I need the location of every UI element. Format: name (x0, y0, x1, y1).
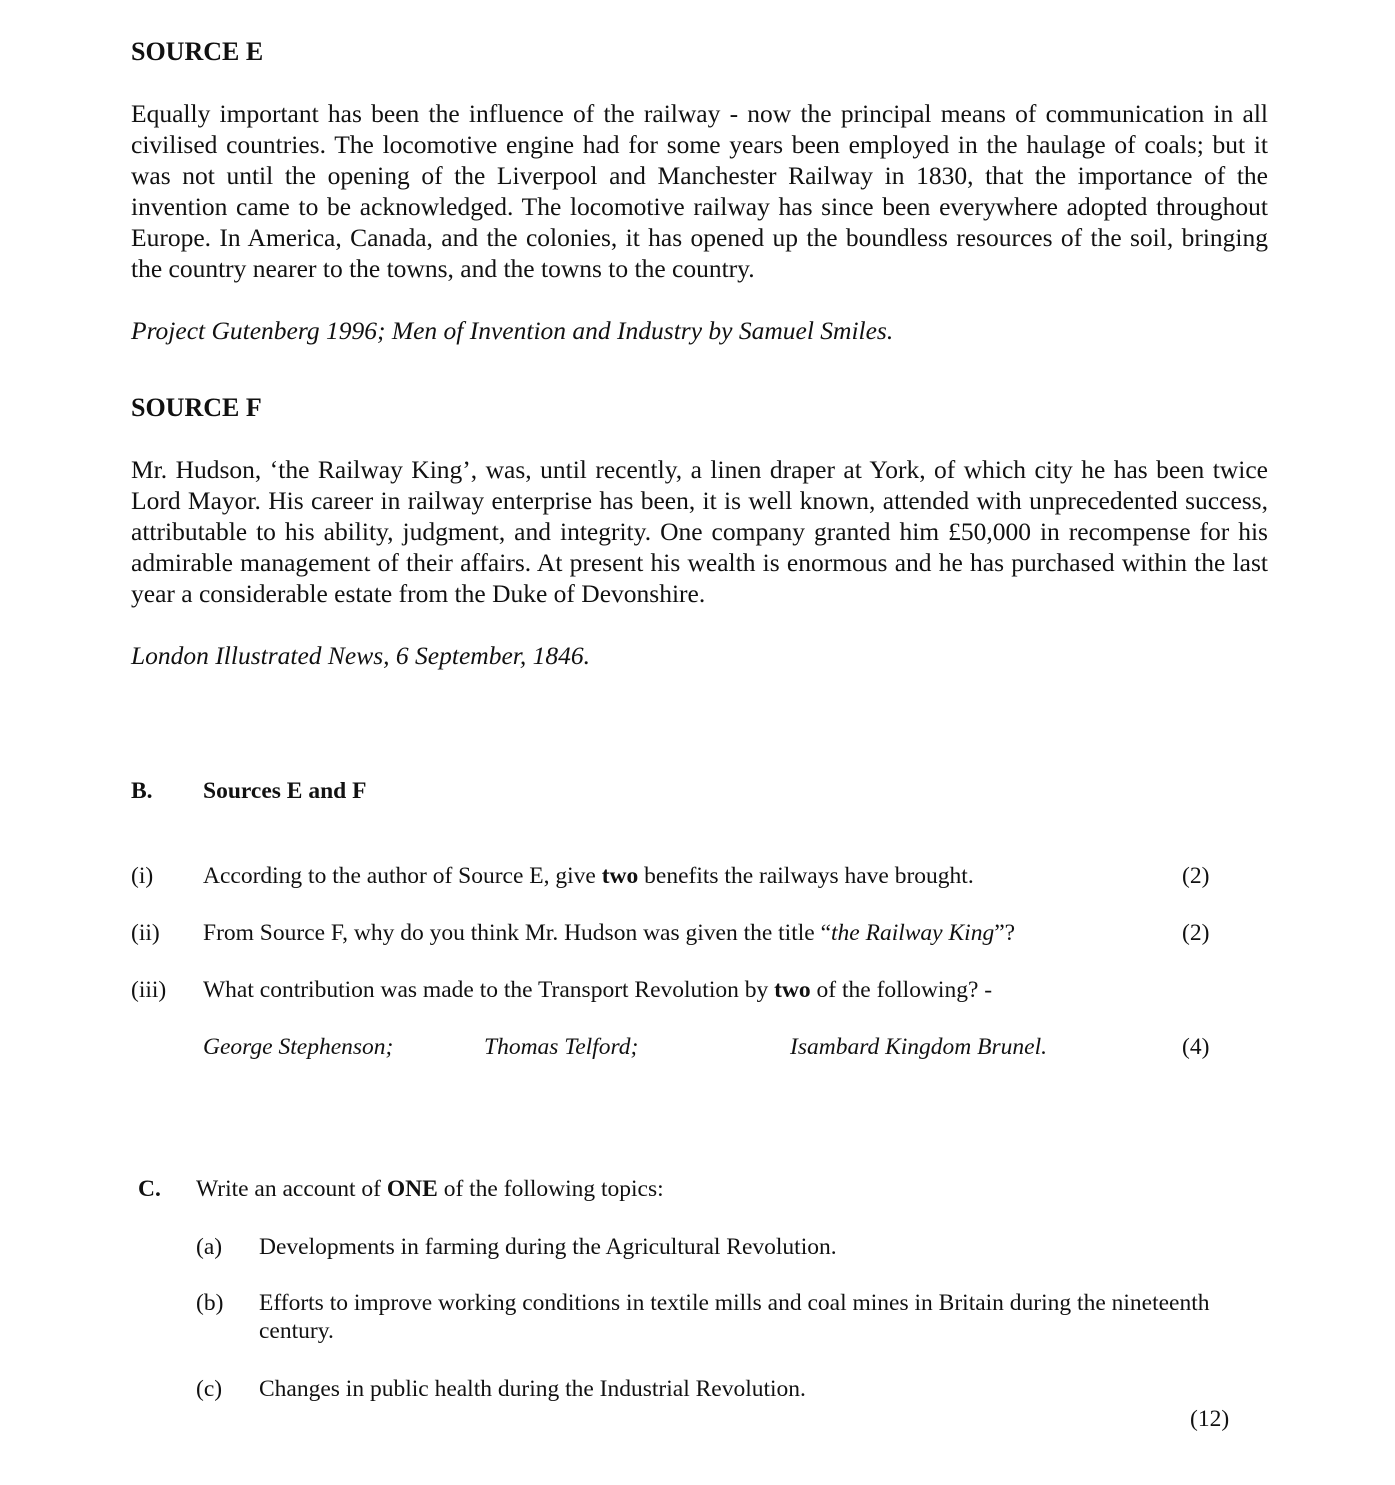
emphasis-text: ONE (386, 1176, 438, 1202)
source-f-citation: London Illustrated News, 6 September, 1846. (131, 641, 590, 670)
source-e-heading: SOURCE E (131, 37, 264, 66)
section-b-title: Sources E and F (203, 778, 367, 804)
question-number: (ii) (131, 920, 160, 946)
emphasis-text: two (601, 863, 639, 889)
option-item: George Stephenson; (203, 1034, 394, 1060)
source-f-heading: SOURCE F (131, 393, 262, 422)
question-text-part: ”? (994, 920, 1016, 946)
source-e-citation: Project Gutenberg 1996; Men of Invention and Industry by Samuel Smiles. (131, 316, 894, 345)
marks-label: (2) (1182, 920, 1210, 946)
question-text-part: According to the author of Source E, give (203, 863, 602, 889)
option-item: Thomas Telford; (484, 1034, 639, 1060)
option-item: Isambard Kingdom Brunel. (790, 1034, 1047, 1060)
instruction-text-part: of the following topics: (437, 1176, 664, 1202)
question-text (203, 919, 1015, 947)
topic-text: Efforts to improve working conditions in textile mills and coal mines in Britain during the nineteenth century. (259, 1290, 1210, 1344)
source-f-body: Mr. Hudson, ‘the Railway King’, was, until recently, a linen draper at York, of which city he has been twice Lord Mayor. His career in railway enterprise has been, it is well known, attended with unprecedented success, attributable to his ability, judgment, and integrity. One company granted him £50,000 in recompense for his admirable management of their affairs. At present his wealth is enormous and he has purchased within the last year a considerable estate from the Duke of Devonshire. (131, 455, 1268, 608)
section-b-letter: B. (131, 778, 153, 804)
topic-text: Developments in farming during the Agricultural Revolution. (259, 1234, 837, 1260)
section-c-letter: C. (138, 1176, 161, 1202)
question-text-part: What contribution was made to the Transport Revolution by (203, 977, 775, 1003)
section-c-instruction (196, 1175, 664, 1203)
marks-label: (2) (1182, 863, 1210, 889)
question-text (203, 862, 974, 890)
instruction-text-part: Write an account of (196, 1176, 387, 1202)
marks-label: (4) (1182, 1034, 1210, 1060)
topic-label: (c) (196, 1376, 223, 1402)
emphasis-text: two (774, 977, 811, 1003)
emphasis-text: the Railway King (831, 920, 995, 946)
question-text-part: of the following? - (810, 977, 993, 1003)
question-number: (iii) (131, 977, 167, 1003)
topic-label: (b) (196, 1290, 224, 1316)
topic-label: (a) (196, 1234, 223, 1260)
question-text (203, 976, 992, 1004)
source-e-body: Equally important has been the influence of the railway - now the principal means of communication in all civilised countries. The locomotive engine had for some years been employed in the haulage of coals; but it was not until the opening of the Liverpool and Manchester Railway in 1830, that the importance of the invention came to be acknowledged. The locomotive railway has since been everywhere adopted throughout Europe. In America, Canada, and the colonies, it has opened up the boundless resources of the soil, bringing the country nearer to the towns, and the towns to the country. (131, 99, 1268, 283)
question-number: (i) (131, 863, 154, 889)
marks-label: (12) (1190, 1406, 1230, 1432)
question-text-part: benefits the railways have brought. (638, 863, 974, 889)
question-text-part: From Source F, why do you think Mr. Hudson was given the title “ (203, 920, 832, 946)
topic-text: Changes in public health during the Industrial Revolution. (259, 1376, 806, 1402)
